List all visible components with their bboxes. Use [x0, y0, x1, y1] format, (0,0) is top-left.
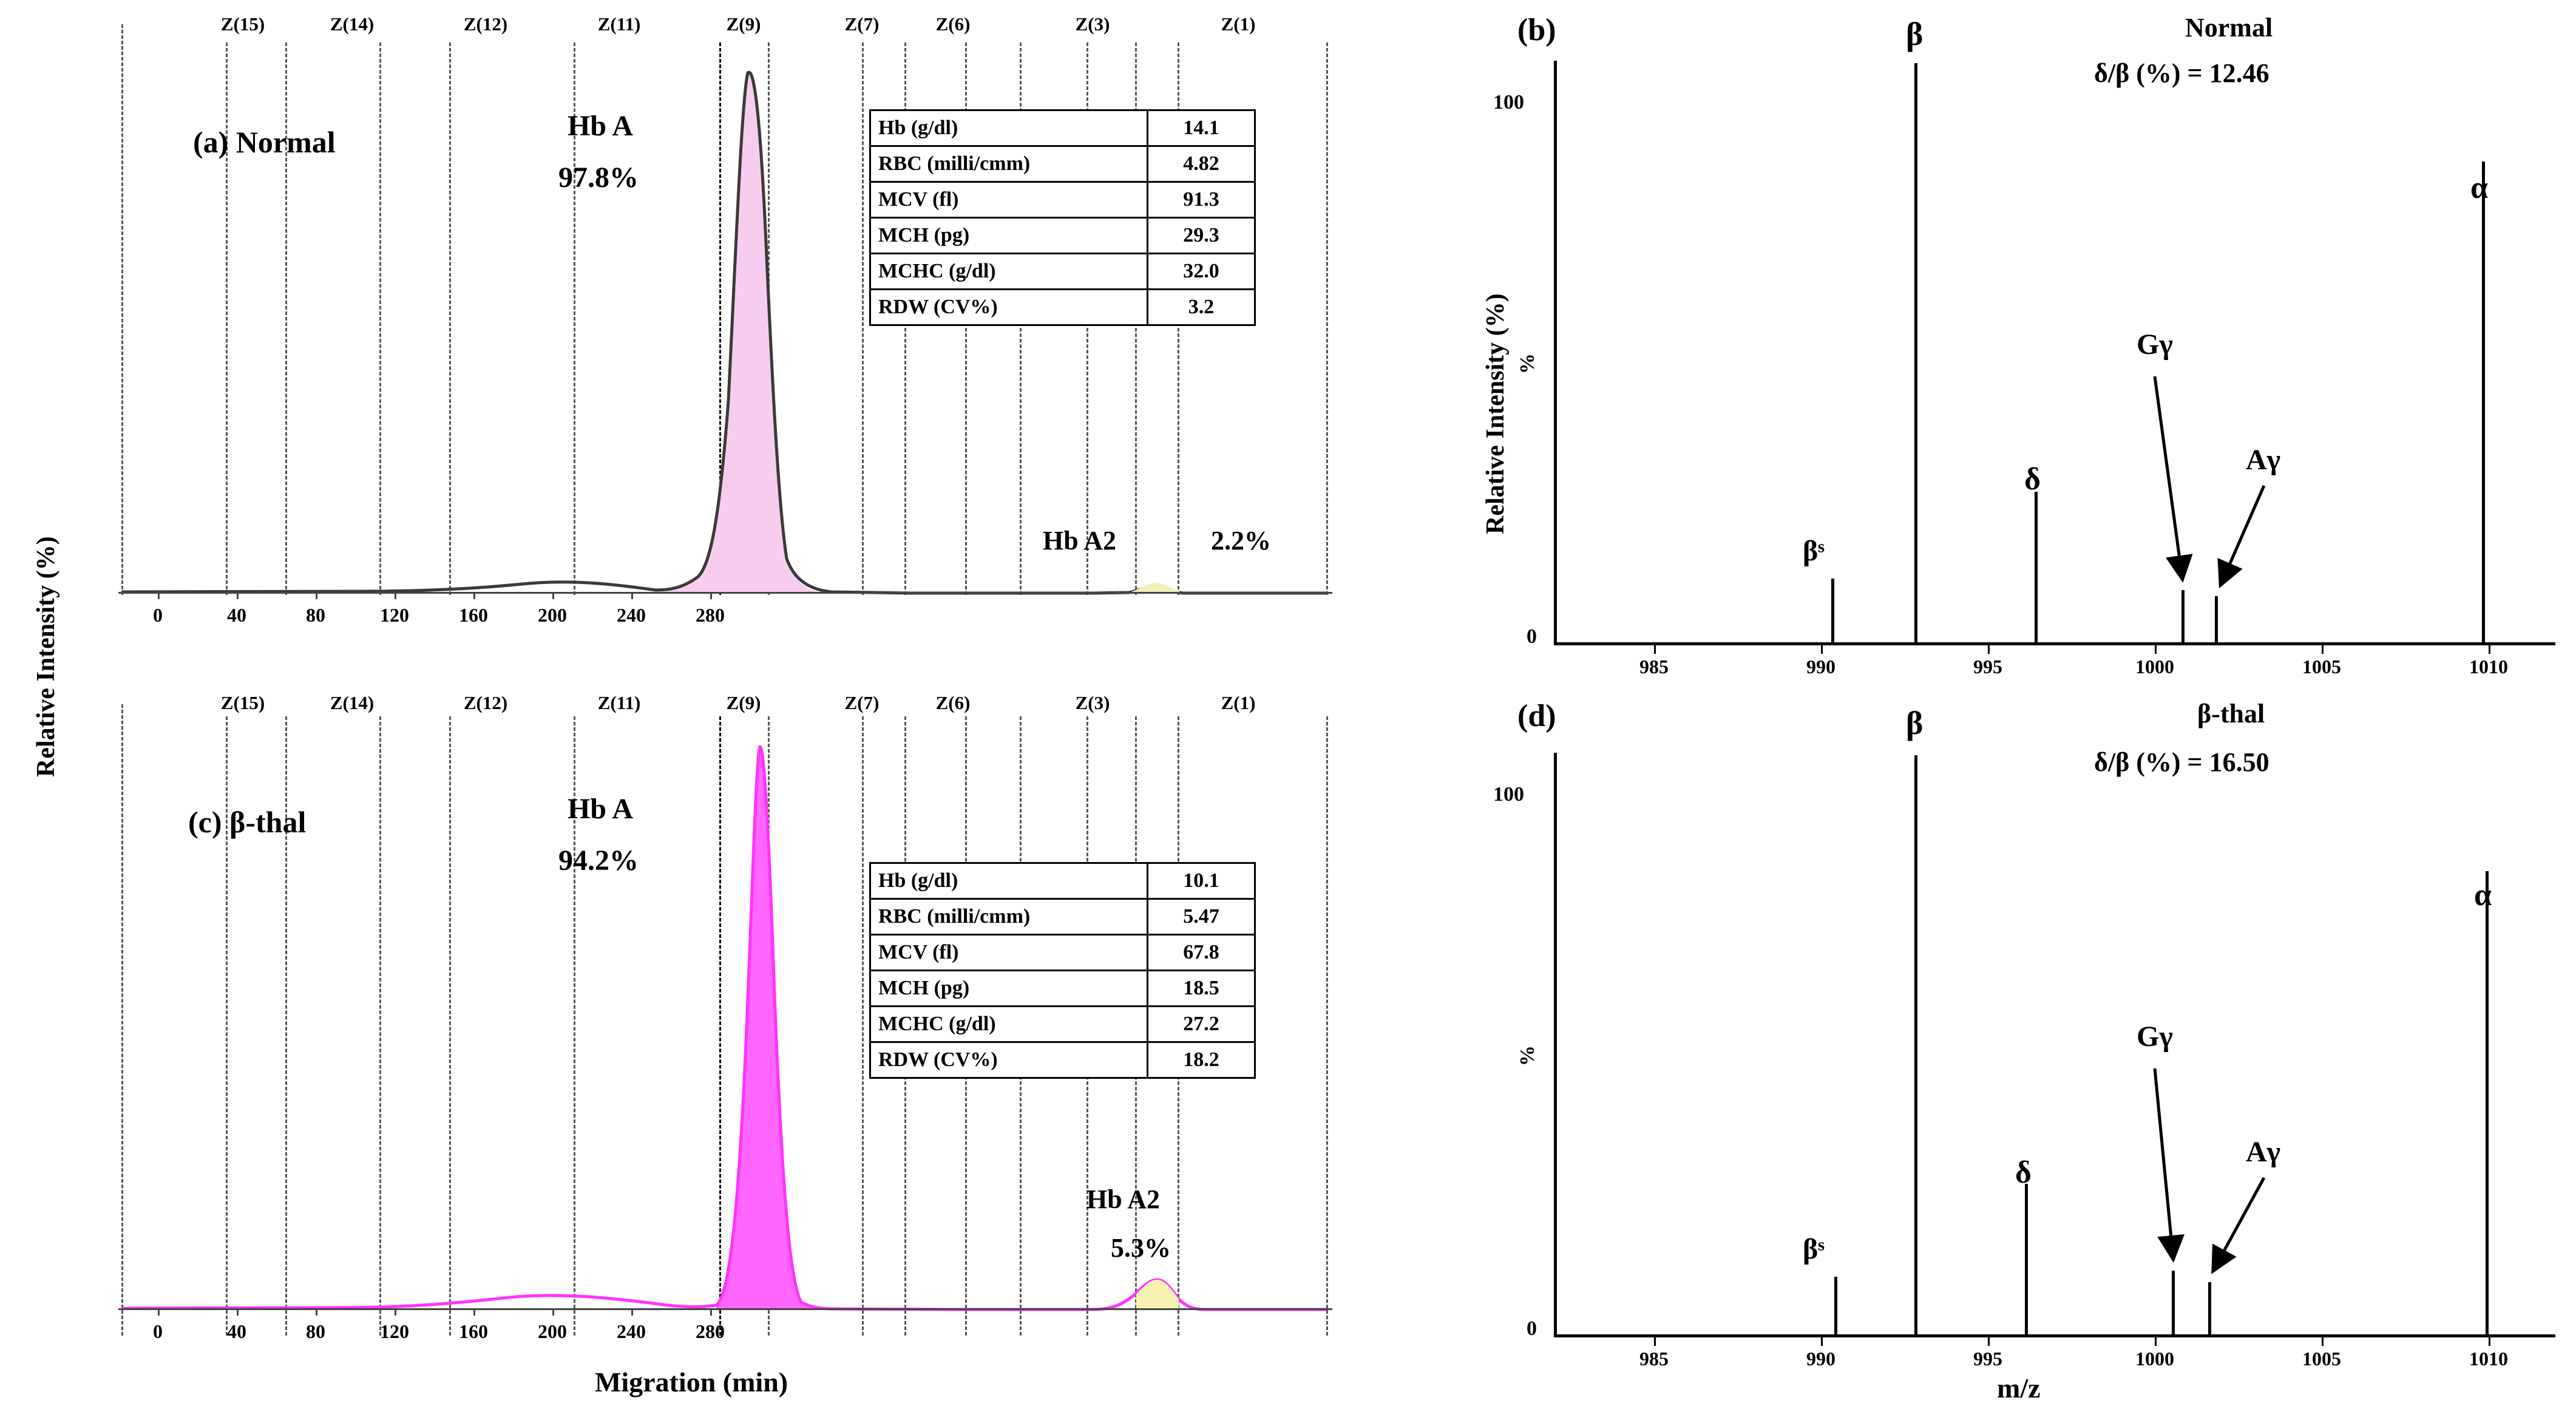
x-tick-label: 985: [1639, 656, 1669, 678]
panel-b-y-axis-label: %: [1516, 353, 1539, 374]
zone-label: Z(3): [1075, 692, 1110, 713]
ms-label-g-gamma: Gγ: [2137, 328, 2173, 361]
table-row: [870, 1042, 1255, 1078]
table-row: [870, 290, 1255, 325]
table-cell-key: MCHC (g/dl): [870, 254, 1148, 290]
table-row: [870, 863, 1255, 899]
ms-label-delta: δ: [2015, 1155, 2032, 1190]
x-tick: [237, 1308, 239, 1316]
right-x-axis-title: m/z: [1997, 1373, 2041, 1404]
x-tick: [316, 1308, 317, 1316]
table-cell-key: MCHC (g/dl): [870, 1007, 1148, 1042]
panel-c-hba2-value: 5.3%: [1111, 1233, 1171, 1263]
panel-c: [0, 680, 1396, 1342]
x-tick-label: 280: [696, 604, 725, 626]
table-cell-value: 18.2: [1148, 1042, 1255, 1078]
table-row: [870, 935, 1255, 971]
panel-a: [0, 0, 1396, 644]
table-cell-value: 67.8: [1148, 935, 1255, 971]
ms-label-beta-s: βˢ: [1803, 1233, 1825, 1265]
panel-b-ytick-0: 0: [1527, 625, 1537, 648]
panel-d-ytick-0: 0: [1527, 1317, 1537, 1340]
panel-a-hba-value: 97.8%: [558, 161, 639, 194]
panel-d-ratio: δ/β (%) = 16.50: [2094, 747, 2269, 777]
x-tick-label: 1005: [2302, 1348, 2341, 1370]
table-row: [870, 971, 1255, 1007]
x-tick-label: 1000: [2135, 1348, 2174, 1370]
ms-label-g-gamma: Gγ: [2137, 1021, 2173, 1053]
zone-label: Z(9): [726, 13, 761, 35]
x-tick-label: 200: [538, 604, 567, 626]
table-cell-value: 32.0: [1148, 254, 1255, 290]
panel-d: [1493, 692, 2576, 1370]
table-cell-key: Hb (g/dl): [870, 863, 1148, 899]
x-tick-label: 995: [1973, 1348, 2002, 1370]
ms-label-a-gamma: Aγ: [2246, 444, 2281, 476]
zone-label: Z(1): [1221, 692, 1256, 713]
x-tick: [710, 592, 712, 599]
zone-label: Z(7): [844, 692, 880, 713]
table-cell-key: RDW (CV%): [870, 1042, 1148, 1078]
panel-d-y-axis-label: %: [1516, 1045, 1539, 1066]
table-cell-key: MCH (pg): [870, 218, 1148, 254]
panel-c-hba-value: 94.2%: [558, 844, 639, 877]
x-tick: [710, 1308, 712, 1316]
panel-a-x-axis: [118, 592, 1332, 594]
x-tick-label: 280: [696, 1320, 725, 1342]
panel-c-data-table: [869, 862, 1256, 1079]
zone-label: Z(1): [1221, 13, 1256, 35]
table-cell-value: 29.3: [1148, 218, 1255, 254]
x-tick-label: 1000: [2135, 656, 2174, 678]
table-row: [870, 218, 1255, 254]
x-tick: [631, 1308, 633, 1316]
left-x-axis-title: Migration (min): [595, 1367, 788, 1398]
table-cell-value: 27.2: [1148, 1007, 1255, 1042]
table-cell-value: 10.1: [1148, 863, 1255, 899]
zone-label: Z(11): [597, 692, 641, 713]
zone-label: Z(15): [220, 692, 265, 713]
x-tick-label: 990: [1806, 656, 1835, 678]
x-tick: [158, 1308, 160, 1316]
panel-b-annotation-arrows: [1530, 0, 2576, 668]
table-cell-key: RDW (CV%): [870, 290, 1148, 325]
x-tick-label: 1010: [2469, 656, 2508, 678]
panel-c-hba-label: Hb A: [568, 793, 634, 825]
x-tick-label: 995: [1973, 656, 2002, 678]
table-cell-value: 18.5: [1148, 971, 1255, 1007]
x-tick: [552, 592, 554, 599]
x-tick: [158, 592, 160, 599]
table-row: [870, 182, 1255, 218]
panel-d-annotation-arrows: [1530, 692, 2576, 1360]
zone-label: Z(15): [220, 13, 265, 35]
panel-a-data-table: [869, 109, 1256, 326]
x-tick: [237, 592, 239, 599]
table-cell-value: 14.1: [1148, 110, 1255, 146]
zone-label: Z(14): [330, 13, 375, 35]
panel-b-title: Normal: [2185, 13, 2273, 42]
table-row: [870, 1007, 1255, 1042]
panel-c-tag: (c) β-thal: [188, 805, 307, 839]
x-tick-label: 985: [1639, 1348, 1669, 1370]
x-tick-label: 1010: [2469, 1348, 2508, 1370]
panel-a-tag: (a) Normal: [193, 125, 336, 159]
panel-b-ytick-100: 100: [1493, 91, 1524, 114]
panel-b-ratio: δ/β (%) = 12.46: [2094, 58, 2269, 88]
zone-label: Z(6): [935, 692, 971, 713]
zone-label: Z(11): [597, 13, 641, 35]
table-row: [870, 146, 1255, 182]
x-tick: [473, 592, 475, 599]
x-tick-label: 0: [153, 1320, 163, 1342]
x-tick: [552, 1308, 554, 1316]
zone-label: Z(12): [463, 13, 508, 35]
x-tick-label: 240: [617, 1320, 646, 1342]
table-cell-key: Hb (g/dl): [870, 110, 1148, 146]
table-cell-key: MCV (fl): [870, 935, 1148, 971]
x-tick: [316, 592, 317, 599]
ms-label-beta: β: [1906, 705, 1924, 741]
zone-label: Z(9): [726, 692, 761, 713]
x-tick: [473, 1308, 475, 1316]
zone-label: Z(12): [463, 692, 508, 713]
panel-d-ytick-100: 100: [1493, 783, 1524, 806]
table-row: [870, 110, 1255, 146]
ms-label-alpha: α: [2470, 171, 2489, 205]
x-tick-label: 0: [153, 604, 163, 626]
right-y-axis-title: Relative Intensity (%): [1482, 293, 1510, 534]
table-row: [870, 254, 1255, 290]
panel-c-x-axis: [118, 1308, 1332, 1310]
ms-label-alpha: α: [2474, 878, 2492, 912]
table-cell-key: RBC (milli/cmm): [870, 146, 1148, 182]
left-y-axis-title: Relative Intensity (%): [32, 536, 60, 777]
x-tick-label: 160: [459, 604, 488, 626]
panel-a-hba2-label: Hb A2: [1043, 526, 1117, 555]
ms-label-delta: δ: [2024, 462, 2041, 497]
panel-b-tag: (b): [1517, 13, 1556, 47]
panel-a-hba2-value: 2.2%: [1211, 526, 1271, 555]
panel-d-title: β-thal: [2197, 699, 2265, 728]
x-tick: [395, 1308, 396, 1316]
x-tick: [631, 592, 633, 599]
table-cell-value: 91.3: [1148, 182, 1255, 218]
x-tick-label: 1005: [2302, 656, 2341, 678]
panel-d-tag: (d): [1517, 699, 1556, 733]
zone-label: Z(7): [844, 13, 880, 35]
x-tick-label: 80: [306, 1320, 325, 1342]
x-tick-label: 40: [227, 1320, 246, 1342]
table-cell-value: 4.82: [1148, 146, 1255, 182]
zone-label: Z(6): [935, 13, 971, 35]
x-tick-label: 160: [459, 1320, 488, 1342]
panel-c-hba2-label: Hb A2: [1086, 1184, 1161, 1214]
x-tick-label: 80: [306, 604, 325, 626]
ms-label-beta: β: [1906, 16, 1924, 52]
x-tick-label: 990: [1806, 1348, 1835, 1370]
x-tick: [395, 592, 396, 599]
table-cell-key: MCV (fl): [870, 182, 1148, 218]
table-cell-value: 3.2: [1148, 290, 1255, 325]
panel-a-hba-label: Hb A: [568, 110, 634, 142]
ms-label-beta-s: βˢ: [1803, 535, 1825, 567]
x-tick-label: 40: [227, 604, 246, 626]
table-cell-key: RBC (milli/cmm): [870, 899, 1148, 935]
table-cell-value: 5.47: [1148, 899, 1255, 935]
x-tick-label: 120: [380, 604, 409, 626]
zone-label: Z(14): [330, 692, 375, 713]
x-tick-label: 200: [538, 1320, 567, 1342]
zone-label: Z(3): [1075, 13, 1110, 35]
ms-label-a-gamma: Aγ: [2246, 1136, 2281, 1168]
x-tick-label: 120: [380, 1320, 409, 1342]
x-tick-label: 240: [617, 604, 646, 626]
table-cell-key: MCH (pg): [870, 971, 1148, 1007]
table-row: [870, 899, 1255, 935]
